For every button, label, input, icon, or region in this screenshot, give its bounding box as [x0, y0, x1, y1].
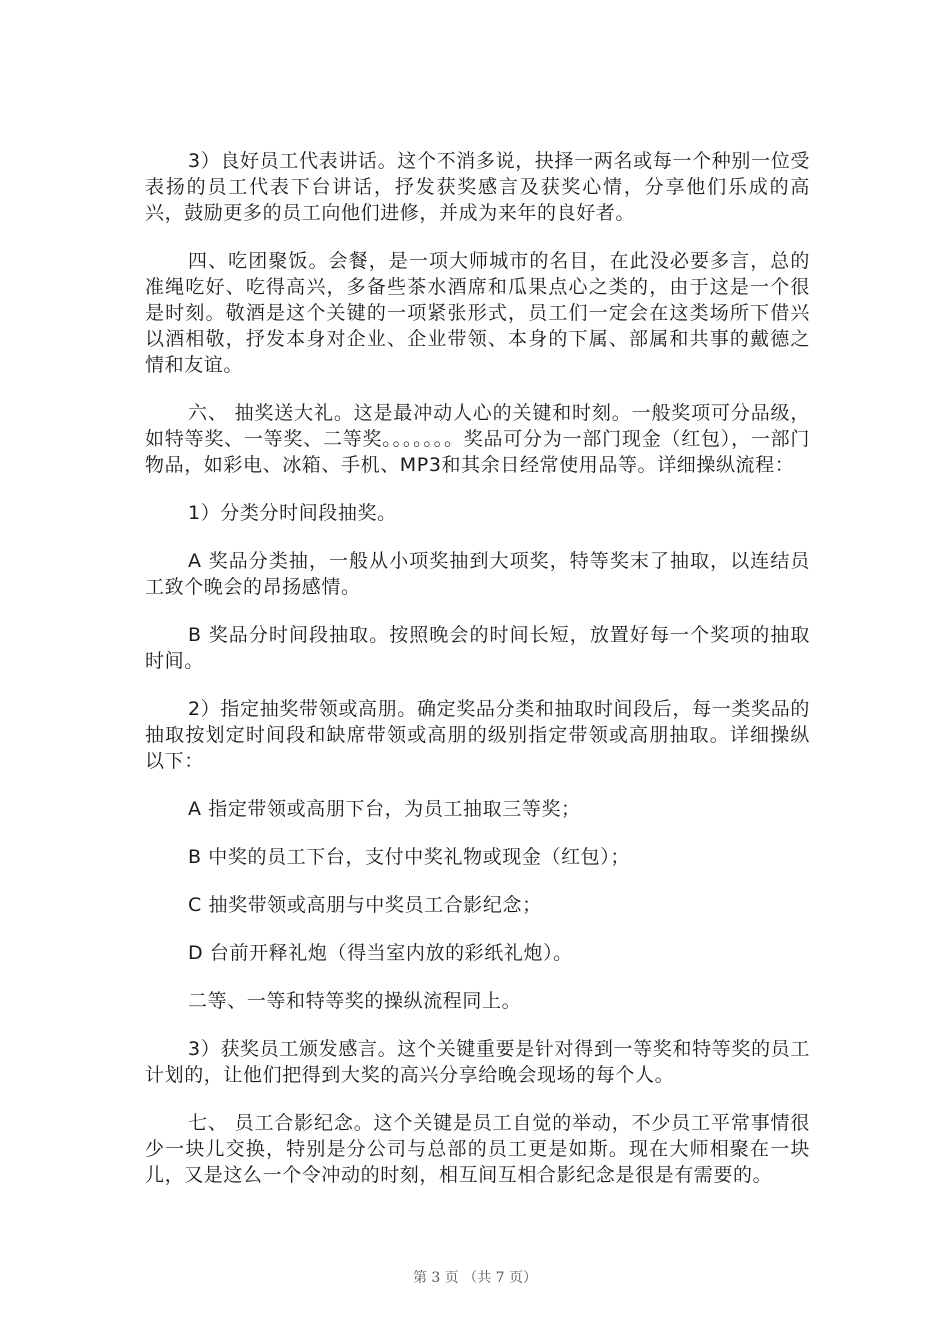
paragraph-lottery-same-process: 二等、一等和特等奖的操纵流程同上。 [188, 990, 522, 1012]
paragraph-lottery-step-2d: D 台前开释礼炮（得当室内放的彩纸礼炮）。 [188, 942, 573, 964]
paragraph-lottery-step-2c: C 抽奖带领或高朋与中奖员工合影纪念； [188, 894, 542, 916]
document-body [145, 148, 810, 1188]
paragraph-lottery: 六、 抽奖送大礼。这是最冲动人心的关键和时刻。一般奖项可分品级，如特等奖、一等奖、二等奖。。。。。。。奖品可分为一部门现金（红包），一部门物品，如彩电、冰箱、手机、MP3和其余日经常使用品等。详细操纵流程： [145, 402, 810, 476]
paragraph-lottery-step-1b: B 奖品分时间段抽取。按照晚会的时间长短，放置好每一个奖项的抽取时间。 [145, 624, 810, 672]
paragraph-lottery-step-3: 3）获奖员工颁发感言。这个关键重要是针对得到一等奖和特等奖的员工计划的，让他们把得到大奖的高兴分享给晚会现场的每个人。 [145, 1038, 810, 1086]
page-number-footer: 第 3 页 （共 7 页） [412, 1270, 538, 1286]
paragraph-lottery-step-2a: A 指定带领或高朋下台，为员工抽取三等奖； [188, 798, 581, 820]
paragraph-lottery-step-1a: A 奖品分类抽，一般从小项奖抽到大项奖，特等奖末了抽取，以连结员工致个晚会的昂扬感情。 [145, 550, 810, 598]
paragraph-lottery-step-1: 1）分类分时间段抽奖。 [188, 502, 397, 524]
paragraph-lottery-step-2: 2）指定抽奖带领或高朋。确定奖品分类和抽取时间段后，每一类奖品的抽取按划定时间段和缺席带领或高朋的级别指定带领或高朋抽取。详细操纵以下： [145, 698, 810, 772]
paragraph-award-speech: 3）良好员工代表讲话。这个不消多说，抉择一两名或每一个种别一位受表扬的员工代表下台讲话，抒发获奖感言及获奖心情，分享他们乐成的高兴，鼓励更多的员工向他们进修，并成为来年的良好者。 [145, 150, 810, 224]
paragraph-lottery-step-2b: B 中奖的员工下台，支付中奖礼物或现金（红包）； [188, 846, 630, 868]
paragraph-dinner: 四、吃团聚饭。会餐，是一项大师城市的名目，在此没必要多言，总的准绳吃好、吃得高兴，多备些茶水酒席和瓜果点心之类的，由于这是一个很是时刻。敬酒是这个关键的一项紧张形式，员工们一定会在这类场所下借兴以酒相敬，抒发本身对企业、企业带领、本身的下属、部属和共事的戴德之情和友谊。 [145, 250, 810, 376]
paragraph-group-photo: 七、 员工合影纪念。这个关键是员工自觉的举动，不少员工平常事情很少一块儿交换，特别是分公司与总部的员工更是如斯。现在大师相聚在一块儿，又是这么一个令冲动的时刻，相互间互相合影纪念是很是有需要的。 [145, 1112, 810, 1186]
